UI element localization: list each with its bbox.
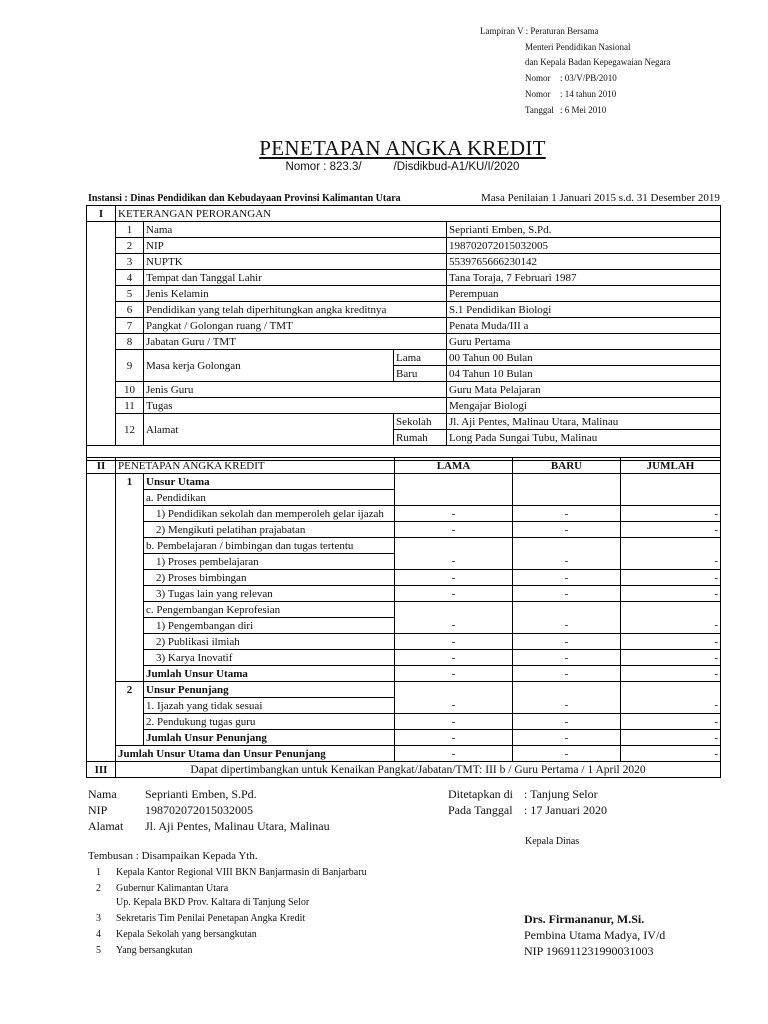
value-jumlah: - xyxy=(621,618,721,634)
value-baru: - xyxy=(513,522,621,538)
value-lama: - xyxy=(395,506,513,522)
row-value: Guru Pertama xyxy=(447,334,721,350)
row-value: Penata Muda/III a xyxy=(447,318,721,334)
unsur-no: 2 xyxy=(116,682,144,698)
lampiran-nomor2-label: Nomor xyxy=(525,89,551,99)
row-value: 00 Tahun 00 Bulan xyxy=(447,350,721,366)
row-no: 2 xyxy=(116,238,144,254)
pada-tanggal-value: : 17 Januari 2020 xyxy=(524,803,607,817)
row-no: 8 xyxy=(116,334,144,350)
row-label: NUPTK xyxy=(144,254,447,270)
value-lama: - xyxy=(395,730,513,746)
value-lama: - xyxy=(395,570,513,586)
row-value: S.1 Pendidikan Biologi xyxy=(447,302,721,318)
value-jumlah: - xyxy=(621,522,721,538)
value-lama: - xyxy=(395,586,513,602)
lampiran-line-3: dan Kepala Badan Kepegawaian Negara xyxy=(525,57,671,67)
lampiran-nomor-label: Nomor xyxy=(525,73,551,83)
col-lama: LAMA xyxy=(395,458,513,474)
section-roman: I xyxy=(87,206,116,222)
cc-item: Up. Kepala BKD Prov. Kaltara di Tanjung Selor xyxy=(116,897,310,908)
alamat-label: Alamat xyxy=(88,819,124,833)
row-no: 11 xyxy=(116,398,144,414)
row-label: Tugas xyxy=(144,398,447,414)
row-label: Pangkat / Golongan ruang / TMT xyxy=(144,318,447,334)
value-jumlah: - xyxy=(621,666,721,682)
value-jumlah: - xyxy=(621,570,721,586)
value-lama: - xyxy=(395,554,513,570)
row-label: Alamat xyxy=(144,414,394,446)
nama-value: Seprianti Emben, S.Pd. xyxy=(145,787,257,801)
penetapan-angka-kredit-table xyxy=(86,457,721,778)
cc-item: Yang bersangkutan xyxy=(116,945,193,956)
item-label: 1) Pendidikan sekolah dan memperoleh gelar ijazah xyxy=(144,506,395,522)
unsur-no: 1 xyxy=(116,474,144,490)
item-label: 1) Proses pembelajaran xyxy=(144,554,395,570)
item-label: 1. Ijazah yang tidak sesuai xyxy=(144,698,395,714)
item-label: 2) Mengikuti pelatihan prajabatan xyxy=(144,522,395,538)
value-baru: - xyxy=(513,506,621,522)
subsection-label: a. Pendidikan xyxy=(144,490,395,506)
row-no: 12 xyxy=(116,414,144,446)
value-lama: - xyxy=(395,666,513,682)
cc-no: 1 xyxy=(96,867,101,878)
sub-label: Lama xyxy=(394,350,447,366)
row-label: Nama xyxy=(144,222,447,238)
cc-item: Kepala Kantor Regional VIII BKN Banjarmasin di Banjarbaru xyxy=(116,867,367,878)
value-jumlah: - xyxy=(621,634,721,650)
value-lama: - xyxy=(395,650,513,666)
alamat-value: Jl. Aji Pentes, Malinau Utara, Malinau xyxy=(145,819,330,833)
lampiran-line-1: Lampiran V : Peraturan Bersama xyxy=(480,26,599,36)
lampiran-tanggal-value: : 6 Mei 2010 xyxy=(560,105,607,115)
row-label: Jenis Guru xyxy=(144,382,447,398)
row-label: Pendidikan yang telah diperhitungkan angka kreditnya xyxy=(144,302,447,318)
tembusan-heading: Tembusan : Disampaikan Kepada Yth. xyxy=(88,850,258,862)
row-label: Tempat dan Tanggal Lahir xyxy=(144,270,447,286)
lampiran-nomor2-value: : 14 tahun 2010 xyxy=(560,89,617,99)
subsection-label: c. Pengembangan Keprofesian xyxy=(144,602,395,618)
section-roman: II xyxy=(87,458,116,474)
row-no: 7 xyxy=(116,318,144,334)
item-label: 2. Pendukung tugas guru xyxy=(144,714,395,730)
value-baru: - xyxy=(513,666,621,682)
row-value: 04 Tahun 10 Bulan xyxy=(447,366,721,382)
value-jumlah: - xyxy=(621,586,721,602)
lampiran-nomor-value: : 03/V/PB/2010 xyxy=(560,73,617,83)
nama-label: Nama xyxy=(88,787,117,801)
row-value: 5539765666230142 xyxy=(447,254,721,270)
item-label: 2) Proses bimbingan xyxy=(144,570,395,586)
value-baru: - xyxy=(513,618,621,634)
row-label: NIP xyxy=(144,238,447,254)
cc-item: Gubernur Kalimantan Utara xyxy=(116,883,229,894)
item-label: 3) Karya Inovatif xyxy=(144,650,395,666)
jumlah-unsur-utama: Jumlah Unsur Utama xyxy=(144,666,395,682)
section-spacer xyxy=(87,222,116,446)
sub-label: Sekolah xyxy=(394,414,447,430)
value-baru: - xyxy=(513,650,621,666)
value-lama: - xyxy=(395,714,513,730)
page-title: PENETAPAN ANGKA KREDIT xyxy=(259,136,546,160)
value-baru: - xyxy=(513,570,621,586)
sub-label: Rumah xyxy=(394,430,447,446)
value-jumlah: - xyxy=(621,554,721,570)
section-spacer xyxy=(87,474,116,762)
unsur-heading: Unsur Penunjang xyxy=(144,682,395,698)
row-no: 4 xyxy=(116,270,144,286)
value-lama: - xyxy=(395,698,513,714)
row-value: Long Pada Sungai Tubu, Malinau xyxy=(447,430,721,446)
cc-item: Sekretaris Tim Penilai Penetapan Angka Kredit xyxy=(116,913,306,924)
unsur-heading: Unsur Utama xyxy=(144,474,395,490)
row-value: 198702072015032005 xyxy=(447,238,721,254)
value-baru: - xyxy=(513,554,621,570)
cc-no: 2 xyxy=(96,883,101,894)
sub-label: Baru xyxy=(394,366,447,382)
signer-nip: NIP 196911231990031003 xyxy=(524,944,654,958)
row-no: 6 xyxy=(116,302,144,318)
value-jumlah: - xyxy=(621,506,721,522)
item-label: 3) Tugas lain yang relevan xyxy=(144,586,395,602)
value-baru: - xyxy=(513,714,621,730)
document-number: Nomor : 823.3/ /Disdikbud-A1/KU/I/2020 xyxy=(285,161,520,173)
section-heading: PENETAPAN ANGKA KREDIT xyxy=(116,458,395,474)
jumlah-unsur-penunjang: Jumlah Unsur Penunjang xyxy=(144,730,395,746)
value-jumlah: - xyxy=(621,730,721,746)
value-jumlah: - xyxy=(621,714,721,730)
row-no: 1 xyxy=(116,222,144,238)
lampiran-line-2: Menteri Pendidikan Nasional xyxy=(525,42,631,52)
keterangan-perorangan-table xyxy=(86,205,721,461)
ditetapkan-value: : Tanjung Selor xyxy=(524,787,598,801)
subsection-label: b. Pembelajaran / bimbingan dan tugas tertentu xyxy=(144,538,395,554)
instansi: Instansi : Dinas Pendidikan dan Kebudayaan Provinsi Kalimantan Utara xyxy=(88,193,401,204)
signer-rank: Pembina Utama Madya, IV/d xyxy=(524,928,666,942)
row-no: 9 xyxy=(116,350,144,382)
cc-no: 5 xyxy=(96,945,101,956)
kepala-dinas: Kepala Dinas xyxy=(525,836,580,847)
value-lama: - xyxy=(395,618,513,634)
value-baru: - xyxy=(513,586,621,602)
item-label: 2) Publikasi ilmiah xyxy=(144,634,395,650)
ditetapkan-label: Ditetapkan di xyxy=(448,787,513,801)
row-label: Jenis Kelamin xyxy=(144,286,447,302)
row-value: Tana Toraja, 7 Februari 1987 xyxy=(447,270,721,286)
row-value: Perempuan xyxy=(447,286,721,302)
value-baru: - xyxy=(513,698,621,714)
nip-label: NIP xyxy=(88,803,108,817)
value-jumlah: - xyxy=(621,746,721,762)
row-value: Mengajar Biologi xyxy=(447,398,721,414)
value-lama: - xyxy=(395,634,513,650)
pada-tanggal-label: Pada Tanggal xyxy=(448,803,513,817)
value-jumlah: - xyxy=(621,698,721,714)
row-value: Jl. Aji Pentes, Malinau Utara, Malinau xyxy=(447,414,721,430)
col-jumlah: JUMLAH xyxy=(621,458,721,474)
row-value: Seprianti Emben, S.Pd. xyxy=(447,222,721,238)
row-no: 3 xyxy=(116,254,144,270)
cc-item: Kepala Sekolah yang bersangkutan xyxy=(116,929,257,940)
row-label: Jabatan Guru / TMT xyxy=(144,334,447,350)
value-lama: - xyxy=(395,522,513,538)
section-roman: III xyxy=(87,762,116,778)
value-lama: - xyxy=(395,746,513,762)
cc-no: 4 xyxy=(96,929,101,940)
row-label: Masa kerja Golongan xyxy=(144,350,394,382)
value-baru: - xyxy=(513,730,621,746)
col-baru: BARU xyxy=(513,458,621,474)
lampiran-tanggal-label: Tanggal xyxy=(525,105,554,115)
row-no: 10 xyxy=(116,382,144,398)
signer-name: Drs. Firmananur, M.Si. xyxy=(524,912,645,926)
nip-value: 198702072015032005 xyxy=(145,803,253,817)
row-value: Guru Mata Pelajaran xyxy=(447,382,721,398)
masa-penilaian: Masa Penilaian 1 Januari 2015 s.d. 31 Desember 2019 xyxy=(481,192,720,204)
row-no: 5 xyxy=(116,286,144,302)
cc-no: 3 xyxy=(96,913,101,924)
value-jumlah: - xyxy=(621,650,721,666)
value-baru: - xyxy=(513,746,621,762)
jumlah-total: Jumlah Unsur Utama dan Unsur Penunjang xyxy=(116,746,395,762)
value-baru: - xyxy=(513,634,621,650)
section-iii-text: Dapat dipertimbangkan untuk Kenaikan Pangkat/Jabatan/TMT: III b / Guru Pertama / 1 April 2020 xyxy=(116,762,721,778)
section-heading: KETERANGAN PERORANGAN xyxy=(116,206,721,222)
item-label: 1) Pengembangan diri xyxy=(144,618,395,634)
